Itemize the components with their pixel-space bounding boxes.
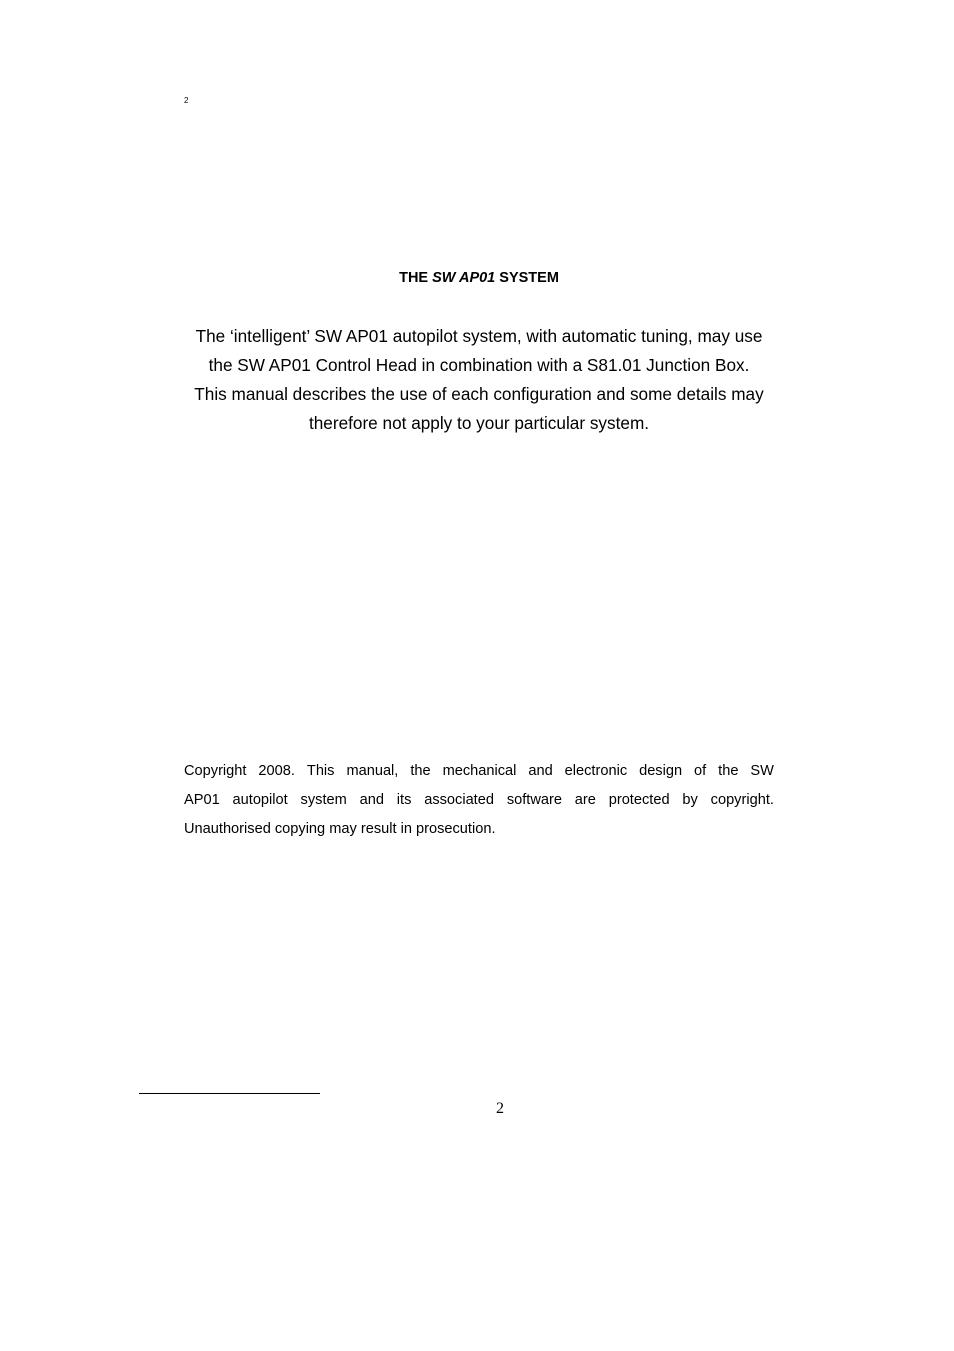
copyright-word: system bbox=[300, 792, 347, 808]
copyright-line-2 bbox=[184, 786, 774, 815]
copyright-word: 2008. bbox=[258, 763, 295, 779]
copyright-word: of bbox=[694, 763, 707, 779]
copyright-word: the bbox=[718, 763, 739, 779]
title-prefix: THE bbox=[399, 270, 429, 286]
copyright-word: manual, bbox=[346, 763, 399, 779]
intro-line: The ‘intelligent’ SW AP01 autopilot system, with automatic tuning, may use bbox=[195, 326, 763, 346]
copyright-word: mechanical bbox=[442, 763, 517, 779]
copyright-word: protected bbox=[608, 792, 670, 808]
intro-paragraph bbox=[174, 322, 784, 438]
copyright-word: This bbox=[306, 763, 335, 779]
copyright-word: autopilot bbox=[232, 792, 288, 808]
page-marker: 2 bbox=[184, 96, 189, 105]
copyright-word: electronic bbox=[564, 763, 628, 779]
copyright-line-1 bbox=[184, 757, 774, 786]
copyright-line-3: Unauthorised copying may result in prosecution. bbox=[184, 821, 496, 837]
copyright-word: are bbox=[574, 792, 596, 808]
copyright-word: SW bbox=[750, 763, 774, 779]
copyright-word: its bbox=[396, 792, 412, 808]
copyright-word: design bbox=[639, 763, 683, 779]
footnote-separator bbox=[139, 1093, 320, 1094]
copyright-word: the bbox=[410, 763, 431, 779]
copyright-word: AP01 bbox=[184, 792, 220, 808]
title-product: SW AP01 bbox=[432, 270, 496, 286]
copyright-notice bbox=[184, 757, 774, 844]
copyright-word: and bbox=[528, 763, 553, 779]
page-number: 2 bbox=[496, 1100, 504, 1117]
intro-line: therefore not apply to your particular system. bbox=[308, 413, 650, 433]
copyright-word: by bbox=[682, 792, 698, 808]
title-suffix: SYSTEM bbox=[499, 270, 559, 286]
intro-line: the SW AP01 Control Head in combination with a S81.01 Junction Box. bbox=[208, 355, 750, 375]
copyright-word: associated bbox=[424, 792, 494, 808]
copyright-word: Copyright bbox=[184, 763, 247, 779]
intro-line: This manual describes the use of each configuration and some details may bbox=[194, 384, 764, 404]
copyright-word: and bbox=[359, 792, 384, 808]
section-title bbox=[0, 268, 954, 288]
copyright-word: copyright. bbox=[710, 792, 774, 808]
copyright-word: software bbox=[506, 792, 562, 808]
